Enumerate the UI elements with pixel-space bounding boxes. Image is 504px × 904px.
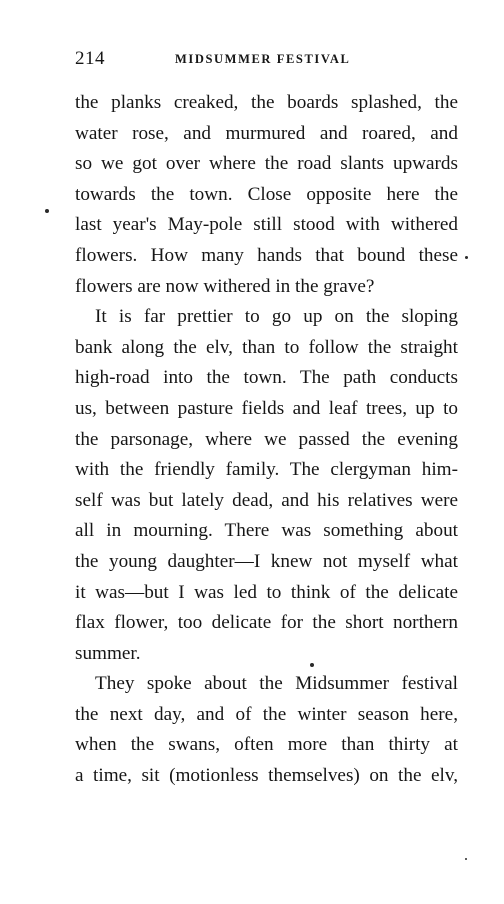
page-speck xyxy=(310,663,314,667)
text-line: the next day, and of the winter season here, xyxy=(75,703,458,725)
text-line: summer. xyxy=(75,642,141,664)
text-line: us, between pasture fields and leaf trees, up to xyxy=(75,397,458,419)
text-line: when the swans, often more than thirty at xyxy=(75,734,458,756)
page-speck xyxy=(45,209,49,213)
text-line: all in mourning. There was something about xyxy=(75,520,458,542)
text-line: so we got over where the road slants upwards xyxy=(75,153,458,175)
text-line: flowers are now withered in the grave? xyxy=(75,275,375,297)
text-line: self was but lately dead, and his relatives were xyxy=(75,489,458,511)
text-line: the planks creaked, the boards splashed, the xyxy=(75,92,458,113)
body-text xyxy=(75,88,458,792)
text-line: water rose, and murmured and roared, and xyxy=(75,122,458,144)
page-speck xyxy=(465,256,468,259)
text-line: They spoke about the Midsummer festival xyxy=(95,673,458,695)
text-line: high-road into the town. The path conducts xyxy=(75,367,458,389)
text-line: the young daughter—I knew not myself what xyxy=(75,550,458,572)
text-line: a time, sit (motionless themselves) on the elv, xyxy=(75,765,458,787)
text-line: it was—but I was led to think of the delicate xyxy=(75,581,458,603)
text-line: the parsonage, where we passed the evening xyxy=(75,428,458,450)
text-line: with the friendly family. The clergyman him- xyxy=(75,459,458,481)
text-line: flowers. How many hands that bound these xyxy=(75,244,458,266)
page-speck xyxy=(465,858,467,860)
text-line: last year's May-pole still stood with withered xyxy=(75,214,458,236)
running-head xyxy=(75,48,465,74)
text-line: It is far prettier to go up on the sloping xyxy=(95,306,458,328)
page-number: 214 xyxy=(75,48,105,69)
text-line: towards the town. Close opposite here the xyxy=(75,183,458,205)
running-title: MIDSUMMER FESTIVAL xyxy=(175,52,351,66)
text-line: bank along the elv, than to follow the straight xyxy=(75,336,458,358)
text-line: flax flower, too delicate for the short northern xyxy=(75,612,458,634)
